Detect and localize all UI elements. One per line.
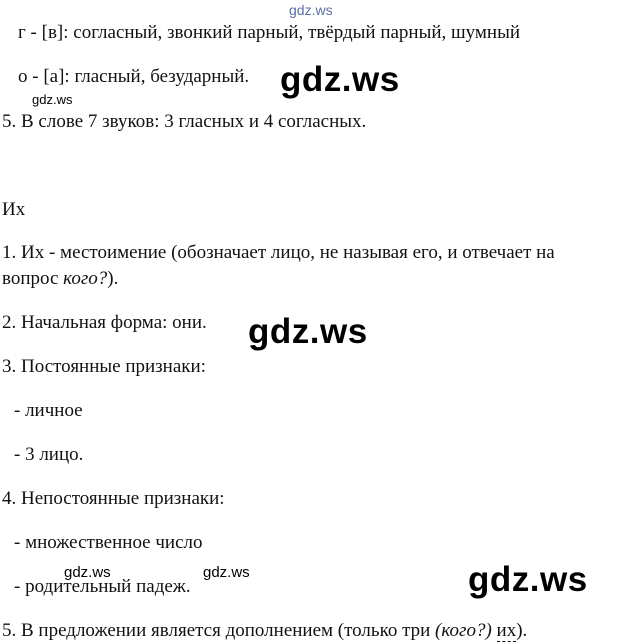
paragraph-3: 3. Постоянные признаки: bbox=[2, 356, 206, 377]
p1b-post: ). bbox=[107, 268, 119, 289]
watermark-small-2: gdz.ws bbox=[64, 564, 111, 581]
paragraph-3b: - 3 лицо. bbox=[14, 444, 84, 465]
paragraph-4b: - родительный падеж. bbox=[14, 576, 191, 597]
paragraph-2: 2. Начальная форма: они. bbox=[2, 312, 207, 333]
p5-word: их bbox=[496, 620, 517, 641]
phonetic-line-g: г - [в]: согласный, звонкий парный, твёрдый парный, шумный bbox=[18, 22, 521, 43]
paragraph-1b bbox=[2, 268, 118, 290]
watermark-brand: gdz.ws bbox=[280, 60, 400, 99]
phonetic-line-o: о - [а]: гласный, безударный. bbox=[18, 66, 250, 87]
watermark-small: gdz.ws bbox=[32, 92, 73, 107]
p5-pre: 5. В предложении является дополнением (только три bbox=[2, 620, 436, 641]
sound-count-line: 5. В слове 7 звуков: 3 гласных и 4 согласных. bbox=[2, 111, 367, 132]
p5-italic: (кого?) bbox=[435, 620, 492, 641]
p1b-italic: кого? bbox=[63, 268, 108, 289]
p1b-pre: вопрос bbox=[2, 268, 64, 289]
word-heading: Их bbox=[2, 199, 26, 220]
p5-mid bbox=[492, 620, 497, 641]
paragraph-4a: - множественное число bbox=[14, 532, 203, 553]
paragraph-3a: - личное bbox=[14, 400, 83, 421]
p5-post: ). bbox=[516, 620, 528, 641]
watermark-small-3: gdz.ws bbox=[203, 564, 250, 581]
watermark-top: gdz.ws bbox=[289, 2, 333, 18]
watermark-brand-3: gdz.ws bbox=[468, 560, 588, 599]
watermark-brand-2: gdz.ws bbox=[248, 312, 368, 351]
paragraph-4: 4. Непостоянные признаки: bbox=[2, 488, 225, 509]
paragraph-1a: 1. Их - местоимение (обозначает лицо, не называя его, и отвечает на bbox=[2, 242, 555, 263]
paragraph-5 bbox=[2, 620, 527, 642]
